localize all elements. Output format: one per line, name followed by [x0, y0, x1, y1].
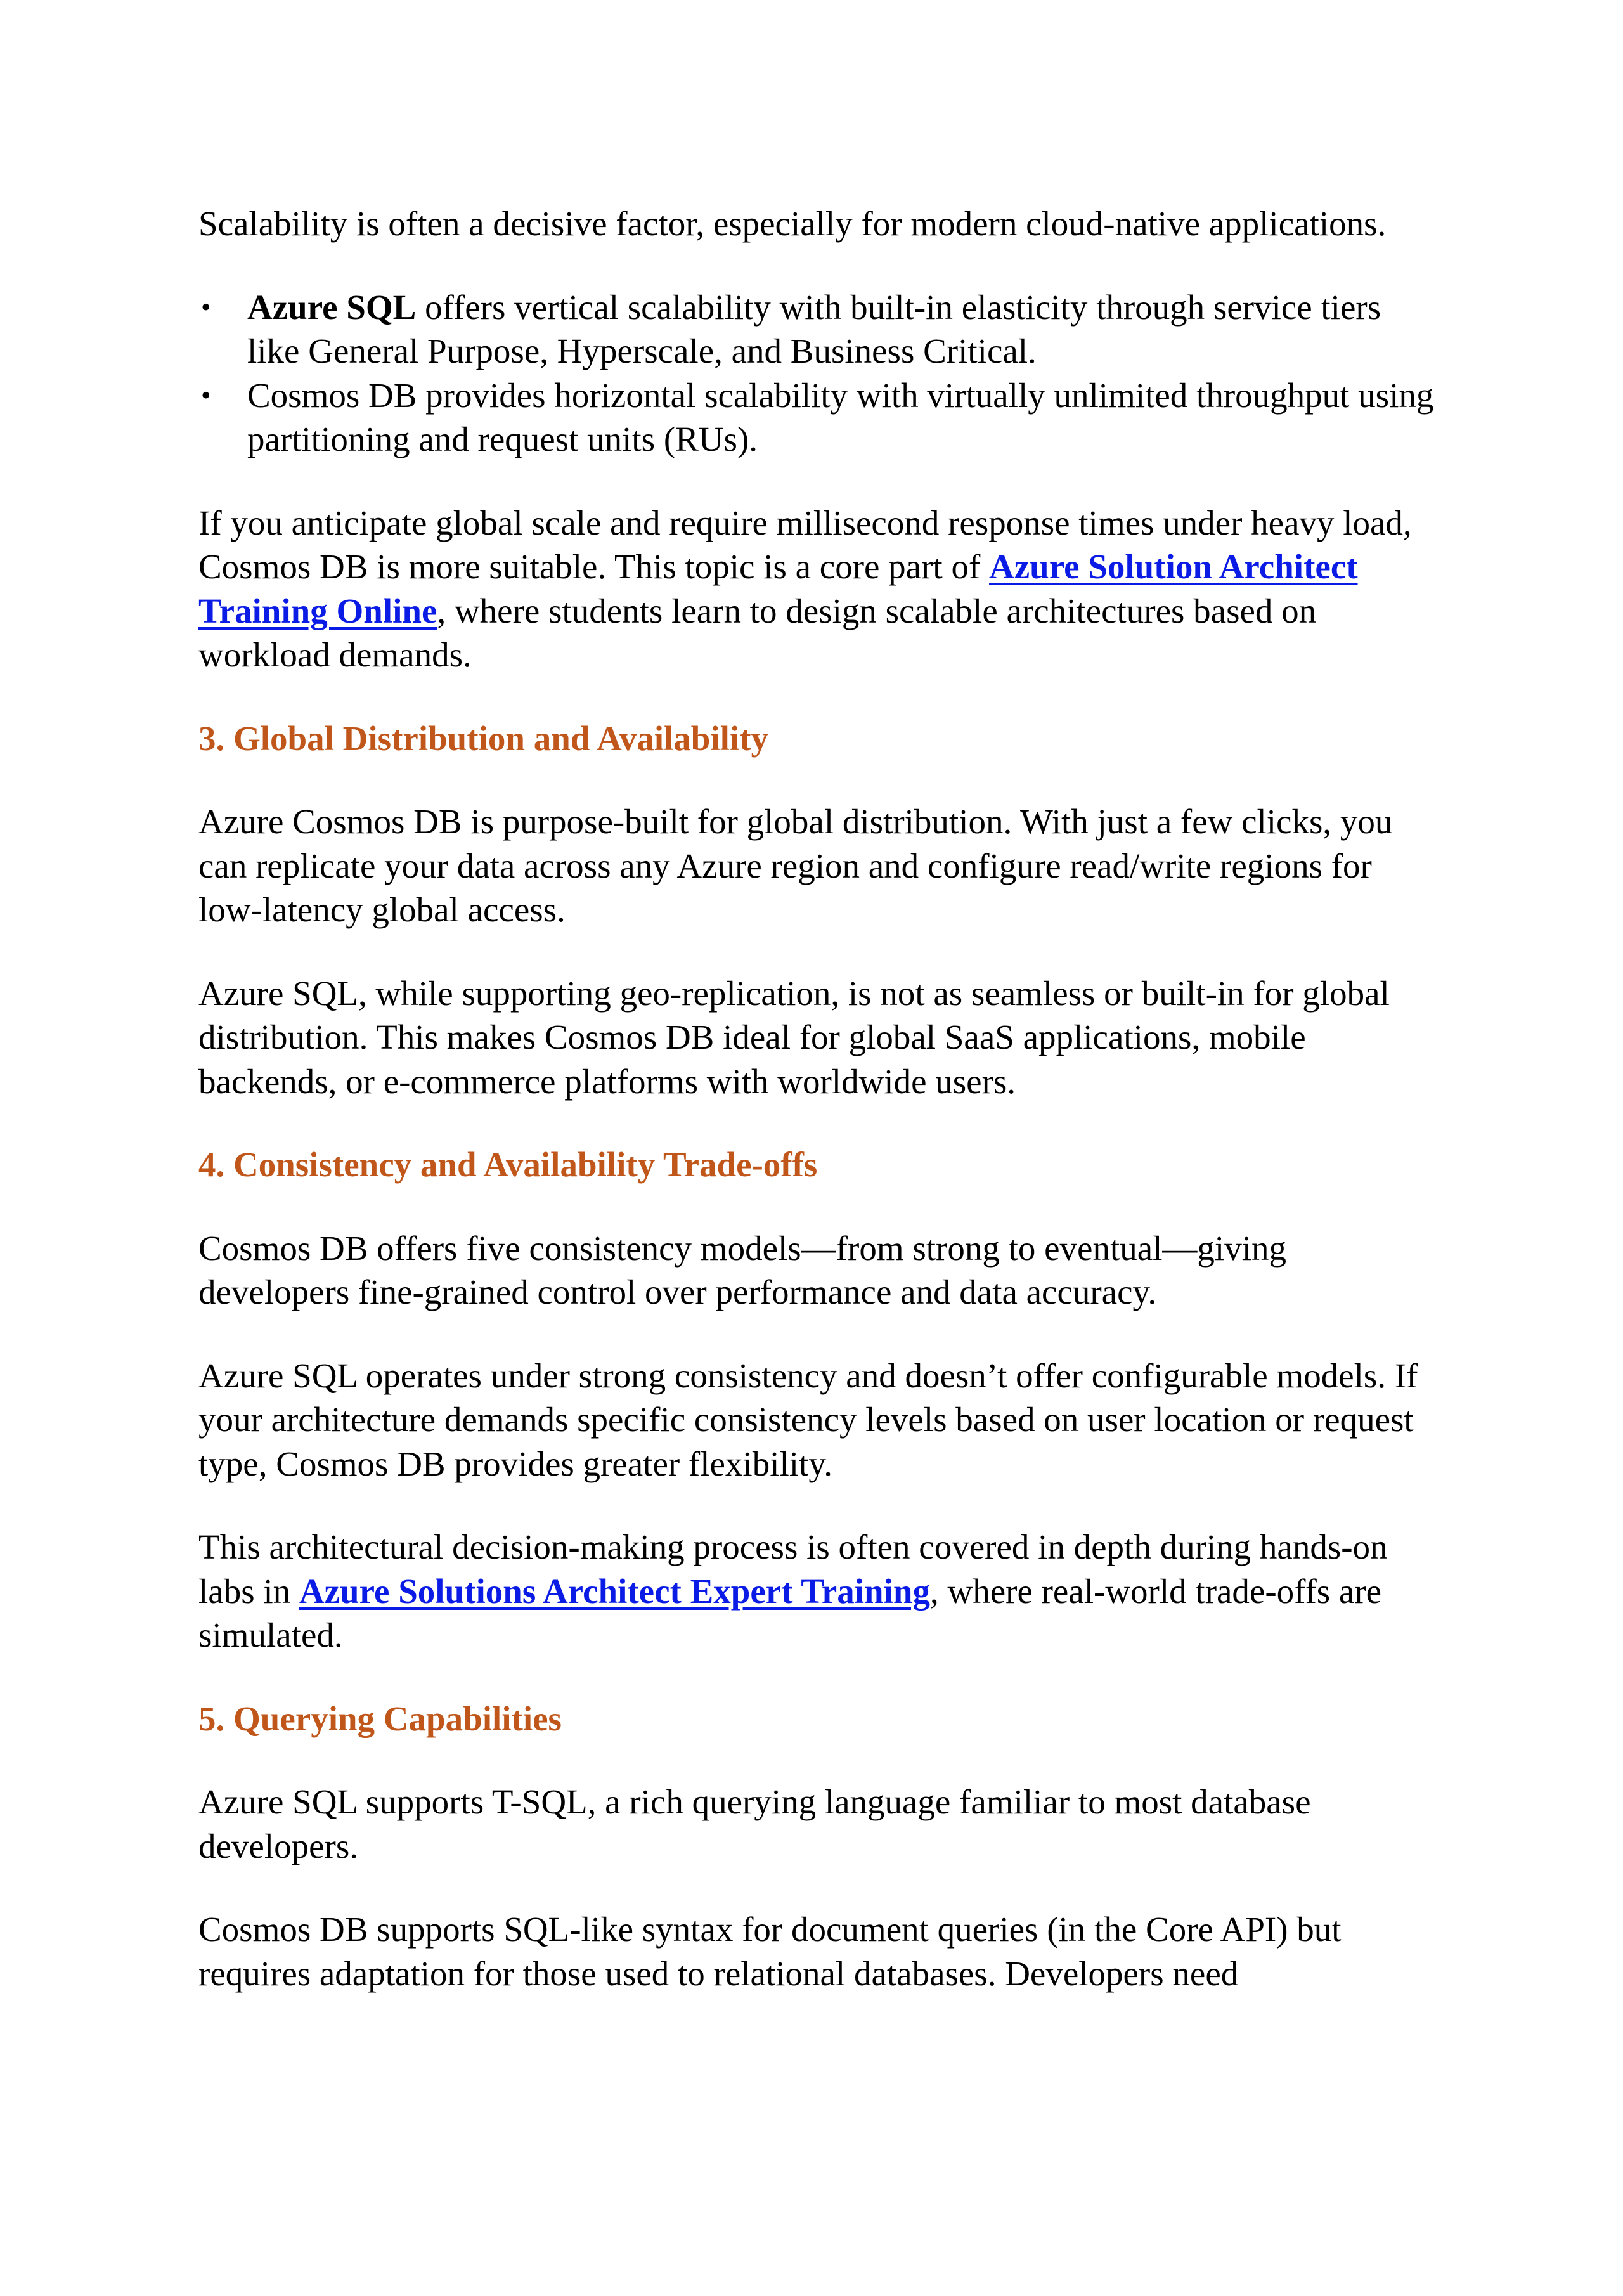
section-4-paragraph-2: Azure SQL operates under strong consistency and doesn’t offer configurable models. If your architecture demands specific consistency levels based on user location or request type, Cosmos DB provides greater flexibility. — [198, 1356, 1418, 1483]
section-5-heading: 5. Querying Capabilities — [198, 1699, 562, 1738]
scalability-text-after: , where students learn to design scalable architectures based on workload demands. — [198, 591, 1317, 674]
azure-sql-description: offers vertical scalability with built-in elasticity through service tiers like General Purpose, Hyperscale, and Business Critical. — [247, 287, 1381, 370]
section-4-heading: 4. Consistency and Availability Trade-offs — [198, 1145, 818, 1184]
cosmos-db-description: Cosmos DB provides horizontal scalability with virtually unlimited throughput using partitioning and request units (RUs). — [247, 375, 1434, 458]
bullet-icon: • — [201, 379, 211, 411]
list-item-cosmos-db — [201, 373, 1441, 462]
bullet-icon: • — [201, 291, 211, 323]
scalability-intro: Scalability is often a decisive factor, especially for modern cloud-native applications. — [198, 204, 1387, 243]
section-3-heading: 3. Global Distribution and Availability — [198, 718, 769, 758]
section-4-text-after: , where real-world trade-offs are simulated. — [198, 1571, 1382, 1654]
section-4-paragraph-1: Cosmos DB offers five consistency models—from strong to eventual—giving developers fine-grained control over performance and data accuracy. — [198, 1228, 1286, 1311]
section-5-paragraph-2: Cosmos DB supports SQL-like syntax for document queries (in the Core API) but requires adaptation for those used to relational databases. Developers need — [198, 1910, 1342, 1993]
scalability-list — [198, 285, 1441, 462]
section-4-paragraph-3 — [198, 1525, 1441, 1657]
azure-solution-architect-training-link[interactable]: Azure Solution Architect Training Online — [198, 547, 1358, 630]
section-3-paragraph-2: Azure SQL, while supporting geo-replication, is not as seamless or built-in for global distribution. This makes Cosmos DB ideal for global SaaS applications, mobile backends, or e-commerce platforms with worldwide users. — [198, 973, 1390, 1101]
azure-sql-term: Azure SQL — [247, 287, 417, 327]
section-3-paragraph-1: Azure Cosmos DB is purpose-built for global distribution. With just a few clicks, you can replicate your data across any Azure region and configure read/write regions for low-latency global access. — [198, 802, 1393, 929]
list-item-azure-sql — [201, 285, 1441, 373]
document-page — [198, 202, 1441, 2035]
azure-solutions-architect-expert-training-link[interactable]: Azure Solutions Architect Expert Training — [299, 1571, 930, 1611]
section-4-text-before: This architectural decision-making process is often covered in depth during hands-on labs in — [198, 1527, 1388, 1611]
section-5-paragraph-1: Azure SQL supports T-SQL, a rich querying language familiar to most database developers. — [198, 1782, 1311, 1865]
scalability-paragraph — [198, 501, 1441, 677]
scalability-text-before: If you anticipate global scale and require millisecond response times under heavy load, Cosmos DB is more suitable. This topic is a core part of — [198, 503, 1412, 586]
